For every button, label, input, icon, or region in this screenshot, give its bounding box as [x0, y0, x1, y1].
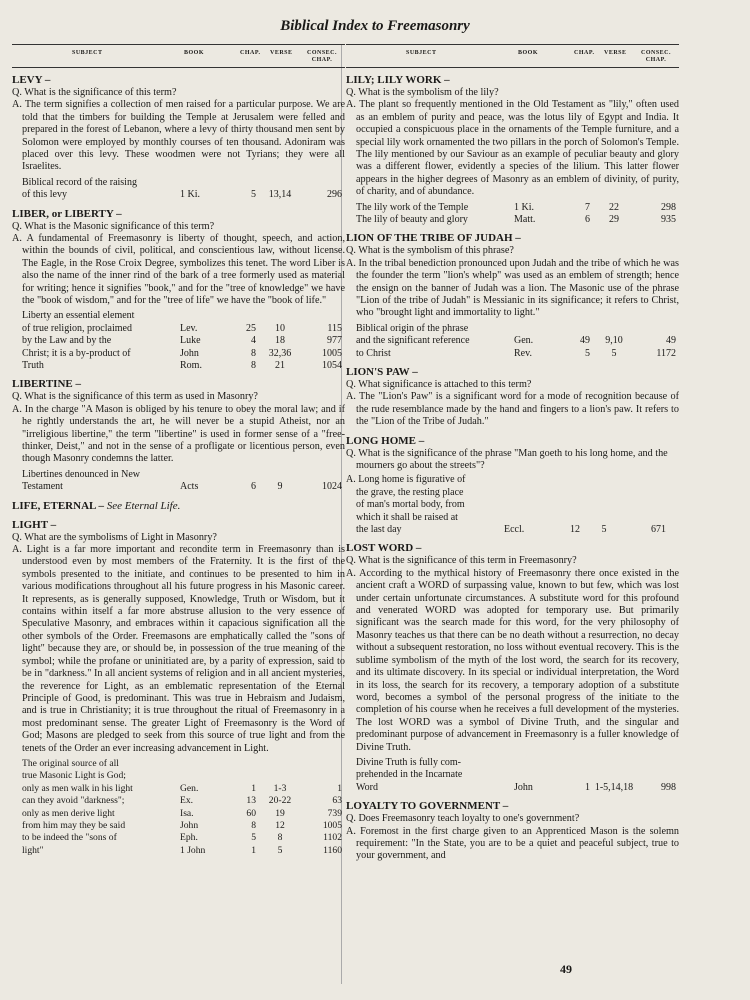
left-column	[12, 44, 345, 857]
ref-book: Acts	[180, 481, 199, 493]
header-book: BOOK	[518, 50, 539, 56]
entry-title-loyalty: LOYALTY TO GOVERNMENT –	[346, 800, 509, 813]
header-verse: VERSE	[270, 50, 293, 56]
ref-chap: 5	[585, 347, 590, 359]
ref-verse: 5	[611, 347, 617, 359]
ref-text: and the significant reference	[356, 335, 470, 347]
ref-chap: 6	[585, 214, 590, 226]
ref-consec: 1024	[322, 481, 342, 493]
ref-consec: 1	[337, 782, 342, 794]
ref-verse: 12	[275, 819, 285, 831]
ref-text: prehended in the Incarnate	[356, 769, 463, 781]
ref-text: only as men derive light	[22, 807, 115, 819]
reference-lost-word	[346, 757, 679, 794]
answer-lily: A. The plant so frequently mentioned in the Old Testament as "lily," often used as an emblem of purity and peace, was the lotus lily of Egypt and India. It occupied a conspicuous place in the ornaments of the Temple furniture, and a special lily work ornamented the two pillars in the porch of Solomon's Temple. The lily mentioned by our Saviour as an example of peculiar beauty and glory was a different flower, evidently a species of the lilium. This latter flower appears in the higher degrees of Masonry as an emblem of divinity, of purity, of charity, and of abundance.	[346, 99, 679, 198]
ref-text: The original source of all	[22, 757, 119, 769]
ref-consec: 1160	[323, 844, 342, 856]
ref-text: The lily of beauty and glory	[356, 214, 468, 226]
ref-chap: 6	[251, 481, 256, 493]
ref-text: Truth	[22, 360, 44, 372]
page-number: 49	[560, 962, 572, 976]
question-liber: Q. What is the Masonic significance of this term?	[12, 220, 215, 232]
reference-long-home	[346, 474, 679, 536]
ref-consec: 49	[666, 335, 676, 347]
answer-liber: A. A fundamental of Freemasonry is liberty of thought, speech, and action, within the bounds of civil, political, and conscientious law, without license. The Eagle, in the Rose Croix Degree, symbolizes this tenet. The word Liber is also the name of the inner rind of the bark of a tree formerly used as material for writing; hence it signifies "book," and for the "tree of knowledge" we have the "book of wisdom," and for the "tree of life" we have the "book of life."	[12, 233, 345, 307]
entry-title-long-home: LONG HOME –	[346, 434, 425, 447]
ref-book: Matt.	[514, 214, 536, 226]
ref-chap: 13	[246, 795, 256, 807]
ref-text: of true religion, proclaimed	[22, 322, 132, 334]
ref-chap: 1	[585, 781, 590, 793]
header-subject: SUBJECT	[406, 50, 437, 56]
ref-text: of man's mortal body, from	[356, 499, 465, 511]
question-light: Q. What are the symbolisms of Light in Masonry?	[12, 531, 217, 543]
ref-verse: 18	[275, 335, 285, 347]
ref-book: Ex.	[180, 795, 194, 807]
ref-chap: 8	[251, 347, 256, 359]
question-levy: Q. What is the significance of this term?	[12, 87, 177, 98]
ref-verse: 32,36	[268, 347, 292, 359]
ref-verse: 10	[275, 322, 285, 334]
ref-chap: 25	[246, 322, 256, 334]
answer-levy: A. The term signifies a collection of men raised for a particular purpose. We are told that the timbers for building the Temple at Jerusalem were felled and prepared in the forest of Lebanon, where a levy of thirty thousand men sent by Solomon were employed by monthly courses of ten thousand. Adoniram was placed over this levy. These woodmen were not Tyrians; they were all Israelites.	[12, 99, 345, 173]
ref-verse: 29	[609, 214, 619, 226]
ref-consec: 63	[332, 795, 342, 807]
see-also-link[interactable]: See Eternal Life.	[106, 499, 181, 512]
ref-verse: 5	[277, 844, 283, 856]
ref-book: 1 Ki.	[180, 189, 200, 201]
ref-chap: 60	[246, 807, 256, 819]
answer-libertine: A. In the charge "A Mason is obliged by his tenure to obey the moral law; and if he rightly understands the art, he will never be a stupid Atheist, nor an "irreligious libertine," the term "libertine" is used in former sense of a "free-thinker, Deist," and not in the sense of a profligate or licentious person, even though Masonry condemns the latter.	[12, 403, 345, 465]
ref-book: Rom.	[180, 360, 202, 372]
entry-title-lily: LILY; LILY WORK –	[346, 74, 450, 86]
question-lost-word: Q. What is the significance of this term in Freemasonry?	[346, 555, 577, 567]
answer-light: A. Light is a far more important and recondite term in Freemasonry than is understood even by most members of the Fraternity. It is the first of the symbols presented to the initiate, and continues to be presented to him in various modifications throughout all his future progress in his Masonic career. It represents, as is generally supposed, Knowledge, Truth or Wisdom, but it contains within itself a far more abstruse allusion to the very essence of Speculative Masonry, and embraces within it capacious signification all the other symbols of the Order. Freemasons are emphatically called the "sons of light" because they are, or should be, in possession of the true meaning of the symbol; while the profane or uninitiated are, by a parity of expression, said to be in "darkness." In all ancient systems of religion and in all ancient mysteries, the reverence for Light, as an emblematic representation of the Eternal Principle of Good, is predominant. This was true in Hebraism and Judaism, and is true in Christianity; it is true throughout the ritual of Freemasonry in a most predominant sense. The greater Light of Freemasonry is the Word of God; Masons are pledged to seek from this source of true light and from the tenets of the Order an ever increasing advancement in Light.	[12, 544, 345, 754]
ref-chap: 5	[251, 832, 256, 844]
ref-consec: 1005	[322, 347, 342, 359]
ref-text: Christ; it is a by-product of	[22, 347, 131, 359]
ref-verse: 21	[275, 360, 285, 372]
column-header	[346, 44, 679, 68]
ref-text: only as men walk in his light	[22, 782, 133, 794]
ref-consec: 671	[651, 524, 666, 536]
ref-chap: 8	[251, 819, 256, 831]
ref-text: of this levy	[22, 189, 67, 201]
ref-consec: 1054	[322, 360, 342, 372]
ref-verse: 20-22	[268, 795, 292, 807]
header-consec: CONSEC. CHAP.	[306, 50, 337, 63]
header-chap: CHAP.	[574, 50, 595, 56]
ref-consec: 935	[661, 214, 676, 226]
ref-text: by the Law and by the	[22, 335, 112, 347]
ref-book: Luke	[180, 335, 201, 347]
ref-verse: 1-5,14,18	[594, 781, 634, 793]
ref-chap: 1	[251, 844, 256, 856]
entry-title-lion: LION OF THE TRIBE OF JUDAH –	[346, 232, 521, 245]
reference-levy	[12, 177, 345, 202]
answer-loyalty: A. Foremost in the first charge given to an Apprenticed Mason is the solemn requirement: "In the State, you are to be a quiet and peaceful subject, true to your government, and	[346, 825, 679, 862]
answer-lions-paw: A. The "Lion's Paw" is a significant word for a mode of recognition because of the rude resemblance made by the hand and fingers to a lion's paw. It refers to the "Lion of the Tribe of Judah."	[346, 391, 679, 428]
ref-book: Eccl.	[504, 524, 525, 536]
entry-title-libertine: LIBERTINE –	[12, 378, 81, 391]
ref-consec: 977	[327, 335, 342, 347]
ref-consec: 115	[327, 322, 342, 334]
ref-book: Rev.	[514, 347, 532, 359]
ref-book: Gen.	[514, 335, 534, 347]
entry-title-liber: LIBER, or LIBERTY –	[12, 207, 122, 220]
ref-verse: 5	[601, 524, 607, 536]
column-header	[12, 44, 345, 68]
question-loyalty: Q. Does Freemasonry teach loyalty to one's government?	[346, 813, 580, 825]
ref-text: Word	[356, 781, 378, 793]
header-verse: VERSE	[604, 50, 627, 56]
question-lions-paw: Q. What significance is attached to this term?	[346, 379, 532, 391]
ref-text: The lily work of the Temple	[356, 201, 469, 213]
ref-book: Gen.	[180, 782, 199, 794]
ref-chap: 12	[570, 524, 580, 536]
question-libertine: Q. What is the significance of this term as used in Masonry?	[12, 391, 258, 403]
ref-consec: 739	[327, 807, 342, 819]
ref-chap: 7	[585, 201, 590, 213]
reference-liber	[12, 310, 345, 372]
ref-consec: 296	[327, 189, 342, 201]
reference-light	[12, 758, 345, 857]
ref-consec: 998	[661, 781, 676, 793]
ref-verse: 9	[277, 481, 283, 493]
ref-verse: 13,14	[268, 189, 292, 201]
answer-lost-word: A. According to the mythical history of Freemasonry there once existed in the ancient craft a WORD of surpassing value, known to but few, which was lost under certain unfortunate circumstances. A substitute word for this profound and venerated WORD was adopted for temporary use. But primarily significant was the search made for this word, for the very philosophy of Masonry teaches us that there can be no death without a resurrection, no decay without a subsequent restoration, no loss without eventual recovery. This is the sublime symbolism of the myth of the lost word, the search for its recovery, and its ultimate discovery. In its special or individual interpretation, the Word in its loss, the search for its recovery, a temporary adoption of a substitute word, becomes a symbol of the personal progress of the initiate to the completion of his course when he receives a full development of the mysteries. The lost WORD was a symbol of Divine Truth, and the singular and predominant purpose of advancement in Freemasonry is a fuller knowledge of Divine Truth.	[346, 567, 679, 753]
ref-text: Libertines denounced in New	[22, 468, 141, 480]
ref-text: light"	[22, 844, 44, 856]
question-lion: Q. What is the symbolism of this phrase?	[346, 245, 514, 257]
ref-book: Isa.	[180, 807, 194, 819]
question-lily: Q. What is the symbolism of the lily?	[346, 87, 499, 98]
ref-text: true Masonic Light is God;	[22, 770, 126, 782]
ref-text: Liberty an essential element	[22, 310, 135, 322]
ref-chap: 4	[251, 335, 256, 347]
entry-title-lions-paw: LION'S PAW –	[346, 366, 418, 379]
reference-lily	[346, 202, 679, 227]
ref-verse: 19	[275, 807, 285, 819]
ref-text: Divine Truth is fully com-	[356, 756, 462, 768]
ref-book: 1 Ki.	[514, 201, 534, 213]
ref-chap: 5	[251, 189, 256, 201]
ref-consec: 1005	[322, 819, 342, 831]
ref-text: to Christ	[356, 347, 391, 359]
entry-title-light: LIGHT –	[12, 518, 57, 531]
ref-consec: 298	[661, 201, 676, 213]
answer-lion: A. In the tribal benediction pronounced upon Judah and the tribe of which he was the founder the term "lion's whelp" was used as an emblem of strength; hence the ensign on the banner of Judah was a lion. The Masonic use of the phrase "Lion of the tribe of Judah" is Messianic in its significance; it refers to Christ, who "brought light and immortality to light."	[346, 257, 679, 319]
question-long-home: Q. What is the significance of the phrase "Man goeth to his long home, and the mourners go about the streets"?	[346, 447, 668, 472]
ref-verse: 1-3	[273, 782, 287, 794]
ref-book: John	[180, 347, 199, 359]
ref-text: which it shall be raised at	[356, 511, 458, 523]
reference-libertine	[12, 469, 345, 494]
ref-book: Eph.	[180, 832, 198, 844]
right-column	[346, 44, 679, 863]
entry-title-levy: LEVY –	[12, 74, 51, 86]
ref-book: Lev.	[180, 322, 198, 334]
page-title: Biblical Index to Freemasonry	[280, 18, 470, 34]
life-eternal-title: LIFE, ETERNAL –	[12, 499, 104, 512]
ref-text: to be indeed the "sons of	[22, 832, 117, 844]
ref-text: can they avoid "darkness";	[22, 795, 125, 807]
ref-chap: 8	[251, 360, 256, 372]
header-chap: CHAP.	[240, 50, 261, 56]
ref-consec: 1102	[323, 832, 342, 844]
header-consec: CONSEC. CHAP.	[640, 50, 671, 63]
ref-text: A. Long home is figurative of	[346, 474, 466, 486]
ref-verse: 22	[609, 201, 619, 213]
ref-text: Testament	[22, 481, 63, 493]
ref-text: the grave, the resting place	[356, 486, 464, 498]
entry-title-lost-word: LOST WORD –	[346, 542, 422, 555]
ref-verse: 9,10	[605, 335, 623, 347]
ref-text: from him may they be said	[22, 819, 126, 831]
ref-text: the last day	[356, 524, 402, 536]
ref-book: John	[180, 819, 199, 831]
entry-title-life-eternal	[12, 499, 345, 513]
reference-lion	[346, 323, 679, 360]
header-subject: SUBJECT	[72, 50, 103, 56]
ref-verse: 8	[277, 832, 283, 844]
ref-book: 1 John	[180, 844, 206, 856]
ref-text: Biblical record of the raising	[22, 176, 137, 188]
header-book: BOOK	[184, 50, 205, 56]
ref-consec: 1172	[656, 347, 676, 359]
ref-book: John	[514, 781, 533, 793]
ref-chap: 1	[251, 782, 256, 794]
ref-chap: 49	[580, 335, 590, 347]
ref-text: Biblical origin of the phrase	[356, 322, 469, 334]
